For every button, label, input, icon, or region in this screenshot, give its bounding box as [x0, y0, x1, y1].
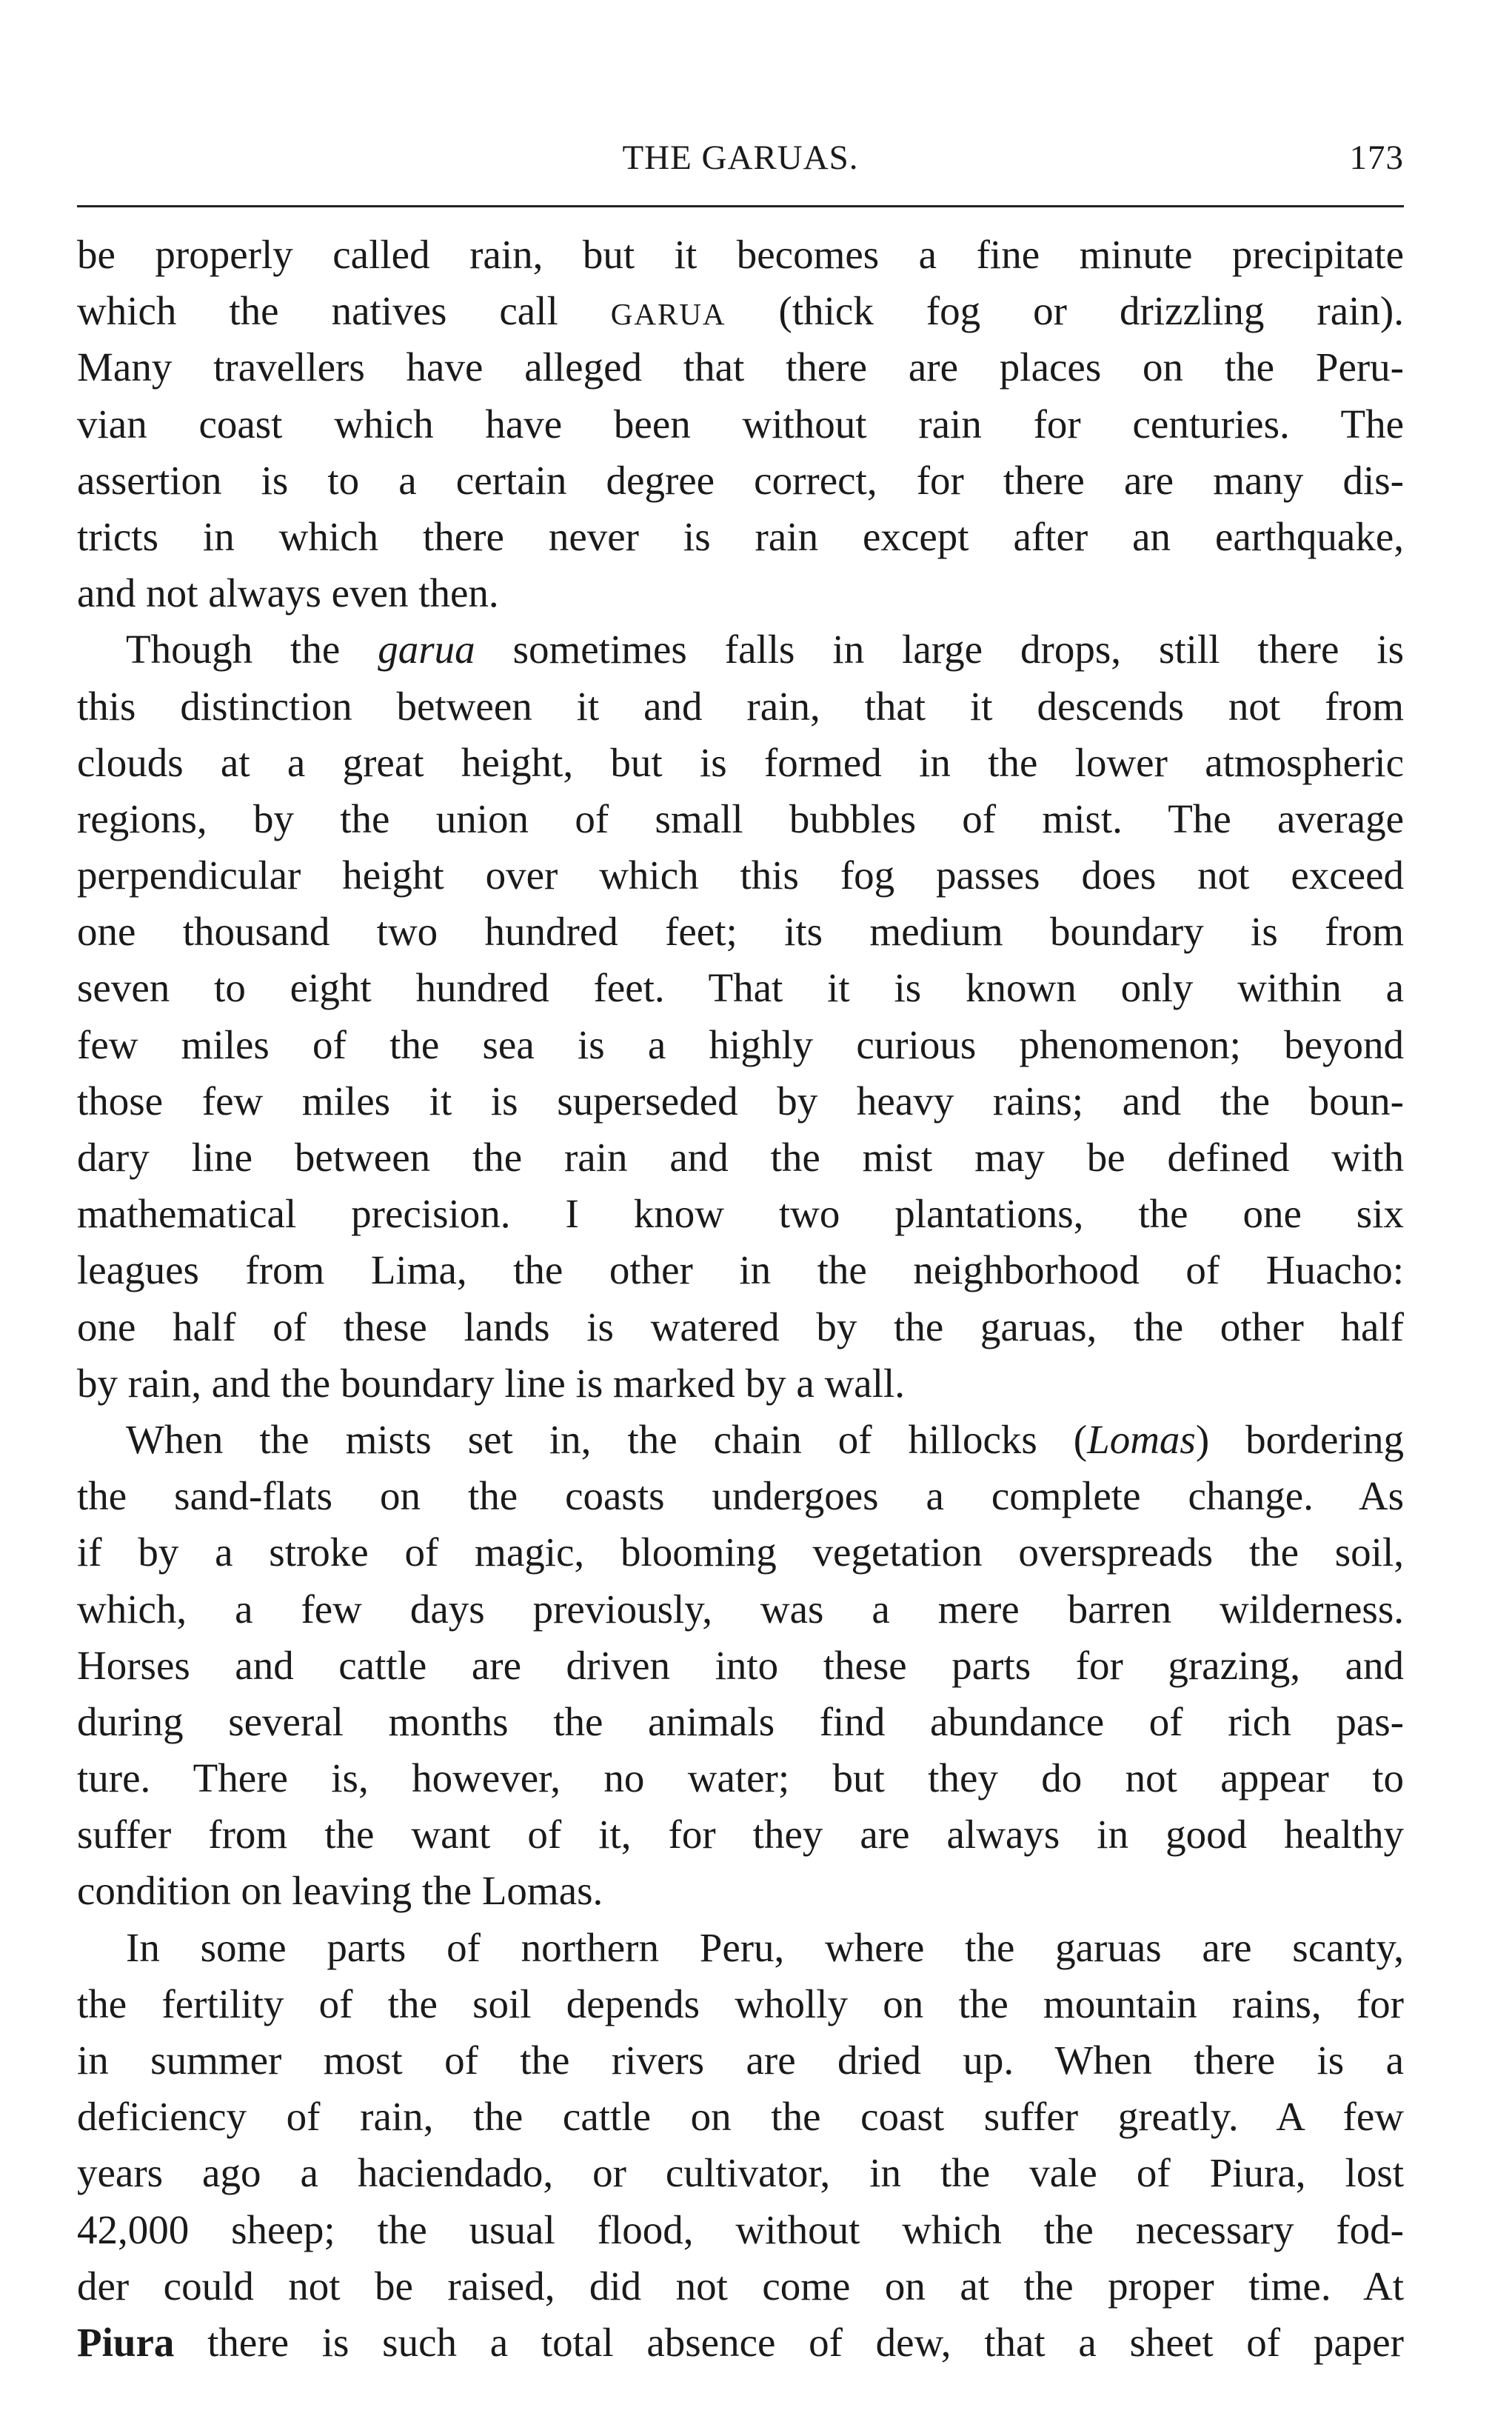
text-line: the sand-flats on the coasts undergoes a complete change. As	[77, 1473, 1404, 1519]
text-line: leagues from Lima, the other in the neighborhood of Huacho:	[77, 1247, 1404, 1293]
text-line: by rain, and the boundary line is marked by a wall.	[77, 1360, 906, 1406]
text-line: dary line between the rain and the mist may be defined with	[77, 1135, 1404, 1180]
text-line: Though the garua sometimes falls in large drops, still there is	[126, 627, 1404, 673]
text-line: be properly called rain, but it becomes a fine minute precipitate	[77, 232, 1404, 277]
text-line: In some parts of northern Peru, where the garuas are scanty,	[126, 1924, 1404, 1970]
text-line: during several months the animals find abundance of rich pas-	[77, 1698, 1404, 1744]
running-title: THE GARUAS.	[622, 139, 859, 177]
text-line: der could not be raised, did not come on at the proper time. At	[77, 2263, 1404, 2309]
text-line: assertion is to a certain degree correct, for there are many dis-	[77, 457, 1404, 503]
text-line: perpendicular height over which this fog passes does not exceed	[77, 852, 1404, 898]
text-line: mathematical precision. I know two plantations, the one six	[77, 1191, 1404, 1237]
text-line: in summer most of the rivers are dried up. When there is a	[77, 2038, 1404, 2083]
text-line: Horses and cattle are driven into these parts for grazing, and	[77, 1642, 1404, 1688]
text-line: seven to eight hundred feet. That it is known only within a	[77, 965, 1404, 1011]
text-line: years ago a haciendado, or cultivator, in the vale of Piura, lost	[77, 2150, 1404, 2196]
text-line: which the natives call GARUA (thick fog or drizzling rain).	[77, 288, 1404, 334]
body-text	[77, 227, 1404, 2371]
text-line: one half of these lands is watered by the garuas, the other half	[77, 1304, 1404, 1349]
text-line: those few miles it is superseded by heavy rains; and the boun-	[77, 1078, 1404, 1124]
small-caps-term: GARUA	[610, 297, 726, 332]
text-line: When the mists set in, the chain of hillocks (Lomas) bordering	[126, 1416, 1404, 1462]
text-line: and not always even then.	[77, 570, 499, 616]
text-line: one thousand two hundred feet; its medium boundary is from	[77, 909, 1404, 955]
text-line: if by a stroke of magic, blooming vegetation overspreads the soil,	[77, 1529, 1404, 1575]
text-line: this distinction between it and rain, that it descends not from	[77, 683, 1404, 729]
italic-term: garua	[378, 627, 475, 673]
text-line: deficiency of rain, the cattle on the coast suffer greatly. A few	[77, 2094, 1404, 2140]
text-line: Many travellers have alleged that there are places on the Peru-	[77, 344, 1404, 390]
text-line: 42,000 sheep; the usual flood, without which the necessary fod-	[77, 2206, 1404, 2252]
page-number: 173	[1349, 139, 1404, 177]
text-line: condition on leaving the Lomas.	[77, 1868, 603, 1914]
text-line: regions, by the union of small bubbles of mist. The average	[77, 795, 1404, 841]
text-line: which, a few days previously, was a mere barren wilderness.	[77, 1586, 1404, 1632]
text-line: ture. There is, however, no water; but they do not appear to	[77, 1755, 1404, 1801]
header-rule	[77, 205, 1404, 207]
text-line: Piura there is such a total absence of dew, that a sheet of paper	[77, 2319, 1404, 2365]
text-line: tricts in which there never is rain except after an earthquake,	[77, 513, 1404, 559]
book-page	[77, 0, 1404, 2436]
italic-term: Lomas	[1087, 1416, 1196, 1462]
bold-term: Piura	[77, 2319, 175, 2365]
text-line: vian coast which have been without rain for centuries. The	[77, 401, 1404, 447]
text-line: clouds at a great height, but is formed in the lower atmospheric	[77, 739, 1404, 785]
text-line: the fertility of the soil depends wholly on the mountain rains, for	[77, 1980, 1404, 2026]
text-line: few miles of the sea is a highly curious phenomenon; beyond	[77, 1021, 1404, 1067]
running-head	[77, 138, 1404, 182]
text-line: suffer from the want of it, for they are always in good healthy	[77, 1812, 1404, 1858]
